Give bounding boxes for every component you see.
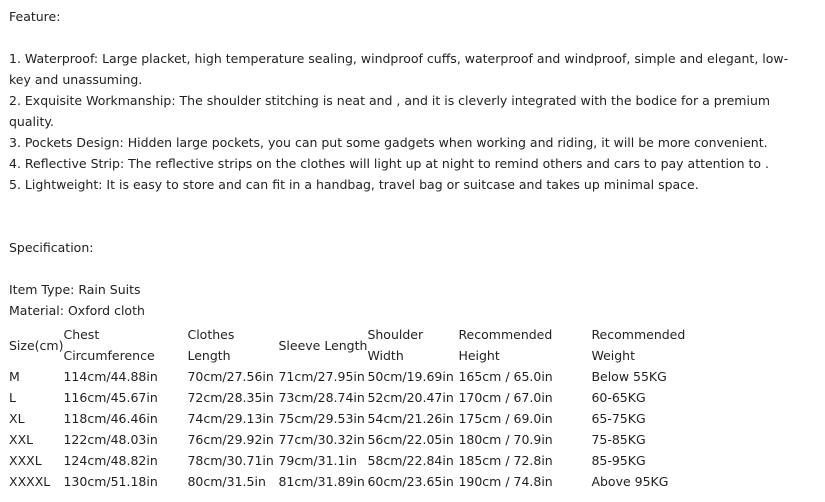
cell-shoulder-width: 54cm/21.26in <box>367 411 454 426</box>
header-chest: Chest Circumference <box>63 327 155 363</box>
cell-chest: 114cm/44.88in <box>63 369 158 384</box>
cell-recommended-height: 185cm / 72.8in <box>458 453 553 468</box>
cell-clothes-length: 80cm/31.5in <box>187 474 266 489</box>
cell-shoulder-width: 50cm/19.69in <box>367 369 454 384</box>
cell-sleeve-length: 71cm/27.95in <box>278 369 365 384</box>
cell-sleeve-length: 75cm/29.53in <box>278 411 365 426</box>
cell-clothes-length: 74cm/29.13in <box>187 411 274 426</box>
cell-size: L <box>9 390 16 405</box>
header-clothes-length: Clothes Length <box>187 327 235 363</box>
material: Material: Oxford cloth <box>9 303 145 318</box>
feature-item: 4. Reflective Strip: The reflective strips on the clothes will light up at night to remind others and cars to pay attention to . <box>9 156 770 171</box>
cell-size: XL <box>9 411 25 426</box>
cell-clothes-length: 76cm/29.92in <box>187 432 274 447</box>
cell-recommended-weight: Above 95KG <box>591 474 669 489</box>
cell-recommended-weight: 60-65KG <box>591 390 646 405</box>
cell-chest: 118cm/46.46in <box>63 411 158 426</box>
cell-recommended-weight: 65-75KG <box>591 411 646 426</box>
cell-chest: 124cm/48.82in <box>63 453 158 468</box>
feature-item: 1. Waterproof: Large placket, high temperature sealing, windproof cuffs, waterproof and windproof, simple and elegant, low-key and unassuming. <box>9 51 789 87</box>
cell-size: XXXXL <box>9 474 51 489</box>
header-size: Size(cm) <box>9 337 64 353</box>
feature-item: 2. Exquisite Workmanship: The shoulder stitching is neat and , and it is cleverly integrated with the bodice for a premium quality. <box>9 93 771 129</box>
cell-clothes-length: 72cm/28.35in <box>187 390 274 405</box>
header-shoulder-width: Shoulder Width <box>367 327 424 363</box>
table-row <box>9 429 721 450</box>
table-row <box>9 366 721 387</box>
cell-size: XXL <box>9 432 34 447</box>
cell-size: M <box>9 369 20 384</box>
cell-sleeve-length: 81cm/31.89in <box>278 474 365 489</box>
feature-heading: Feature: <box>9 9 61 24</box>
size-table <box>9 324 721 492</box>
table-row <box>9 450 721 471</box>
cell-chest: 130cm/51.18in <box>63 474 158 489</box>
cell-clothes-length: 78cm/30.71in <box>187 453 274 468</box>
feature-item: 3. Pockets Design: Hidden large pockets, you can put some gadgets when working and riding, it will be more convenient. <box>9 135 768 150</box>
cell-recommended-height: 180cm / 70.9in <box>458 432 553 447</box>
cell-recommended-height: 170cm / 67.0in <box>458 390 553 405</box>
cell-sleeve-length: 77cm/30.32in <box>278 432 365 447</box>
cell-size: XXXL <box>9 453 42 468</box>
cell-recommended-height: 175cm / 69.0in <box>458 411 553 426</box>
header-recommended-weight: Recommended Weight <box>591 327 686 363</box>
cell-recommended-height: 165cm / 65.0in <box>458 369 553 384</box>
cell-sleeve-length: 73cm/28.74in <box>278 390 365 405</box>
cell-recommended-height: 190cm / 74.8in <box>458 474 553 489</box>
header-sleeve-length: Sleeve Length <box>278 337 368 353</box>
cell-recommended-weight: Below 55KG <box>591 369 667 384</box>
cell-recommended-weight: 75-85KG <box>591 432 646 447</box>
item-type: Item Type: Rain Suits <box>9 282 141 297</box>
cell-clothes-length: 70cm/27.56in <box>187 369 274 384</box>
cell-shoulder-width: 52cm/20.47in <box>367 390 454 405</box>
size-table-header-row <box>9 324 721 366</box>
cell-shoulder-width: 60cm/23.65in <box>367 474 454 489</box>
cell-sleeve-length: 79cm/31.1in <box>278 453 357 468</box>
table-row <box>9 387 721 408</box>
cell-chest: 122cm/48.03in <box>63 432 158 447</box>
cell-recommended-weight: 85-95KG <box>591 453 646 468</box>
cell-shoulder-width: 56cm/22.05in <box>367 432 454 447</box>
header-recommended-height: Recommended Height <box>458 327 553 363</box>
cell-chest: 116cm/45.67in <box>63 390 158 405</box>
table-row <box>9 471 721 492</box>
specification-heading: Specification: <box>9 240 94 255</box>
feature-item: 5. Lightweight: It is easy to store and can fit in a handbag, travel bag or suitcase and takes up minimal space. <box>9 177 699 192</box>
size-table-body <box>9 366 721 492</box>
table-row <box>9 408 721 429</box>
cell-shoulder-width: 58cm/22.84in <box>367 453 454 468</box>
